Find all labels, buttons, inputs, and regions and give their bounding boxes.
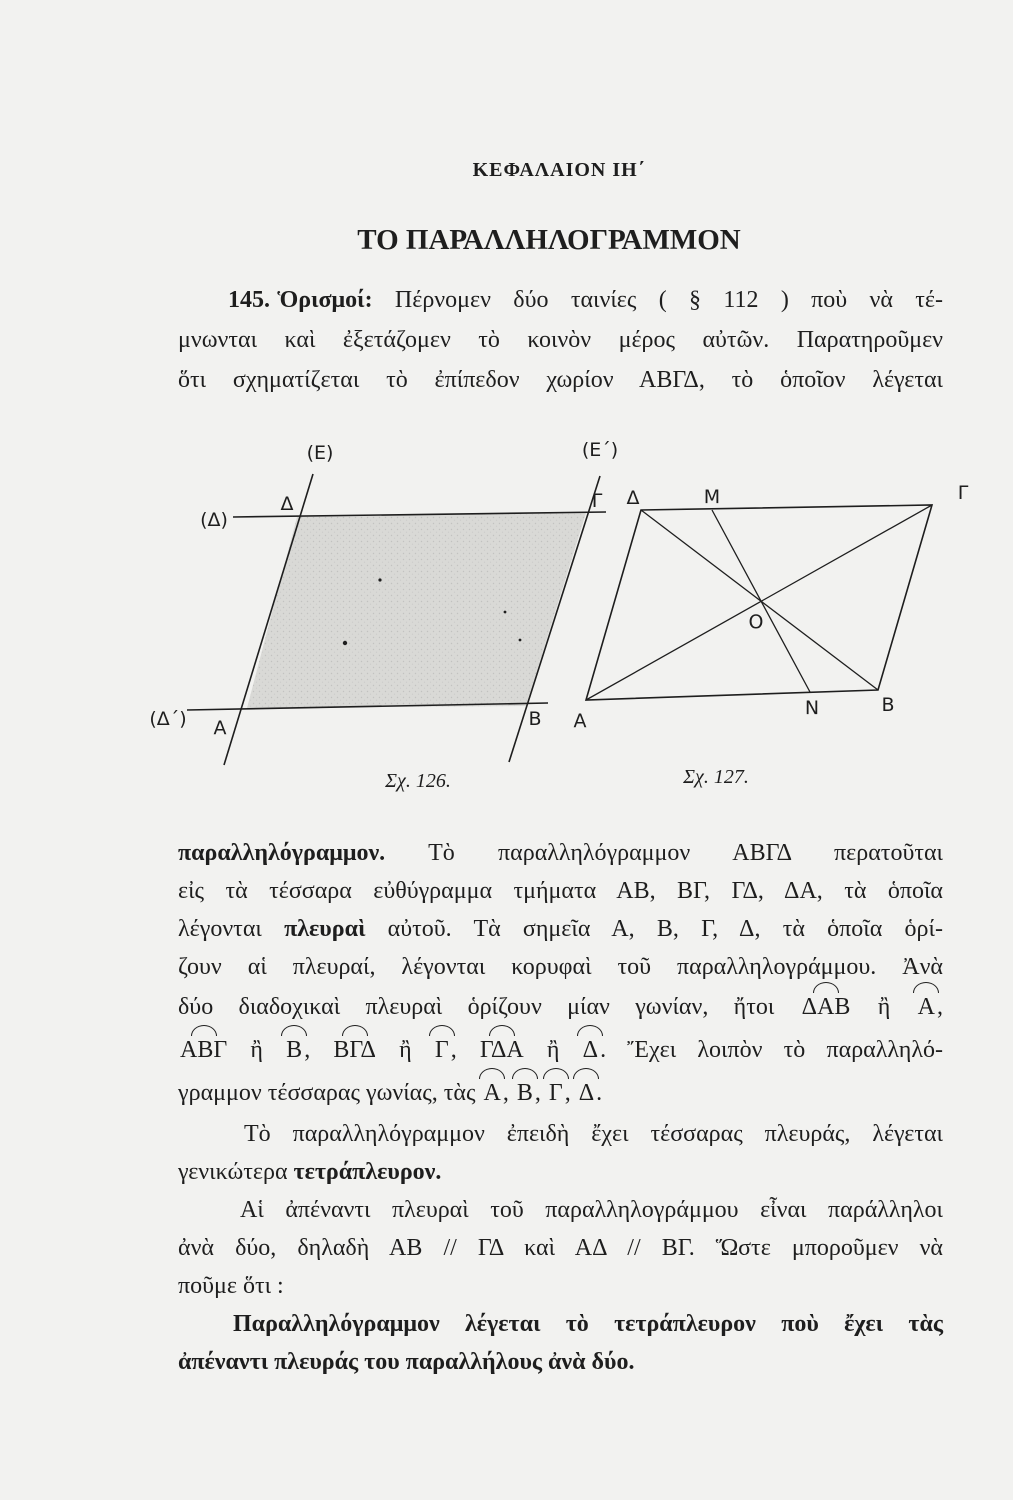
text-run: δύο διαδοχικαὶ πλευραὶ ὁρίζουν μίαν γωνίαν, ἤτοι [178, 994, 800, 1020]
fig126-speck [378, 578, 381, 581]
paragraph-line [178, 834, 943, 872]
section-heading: Ὁρισμοί: [277, 287, 373, 313]
fig127-label-vertex-d: Δ [626, 487, 640, 509]
angle-symbol: ΑΒΓ [180, 1037, 228, 1063]
text-run: . [596, 1080, 603, 1106]
fig126-label-line-d: (Δ) [200, 509, 228, 531]
angle-symbol: Α [483, 1080, 501, 1106]
angle-symbol: Β [516, 1080, 533, 1106]
angle-symbol: Δ [582, 1037, 599, 1063]
text-run: , [937, 994, 943, 1020]
paragraph-line: Τὸ παραλληλόγραμμον ἐπειδὴ ἔχει τέσσαρας πλευράς, λέγεται [244, 1121, 943, 1147]
text-run: Τὸ παραλληλόγραμμον ΑΒΓΔ περατοῦται [385, 840, 943, 866]
fig127-diagonal-ag [586, 505, 932, 700]
fig127-caption: Σχ. 127. [683, 766, 749, 788]
figures [0, 430, 1013, 810]
fig127-label-center-o: Ο [748, 611, 764, 633]
chapter-title: ΤΟ ΠΑΡΑΛΛΗΛΟΓΡΑΜΜΟΝ [357, 224, 741, 256]
paragraph-line: ποῦμε ὅτι : [178, 1273, 284, 1299]
paragraph-line [178, 1153, 943, 1191]
text-run: , [502, 1080, 515, 1106]
paragraph-line: ζουν αἱ πλευραί, λέγονται κορυφαὶ τοῦ παραλληλογράμμου. Ἀνὰ [178, 954, 943, 980]
text-run: λέγονται [178, 916, 285, 942]
fig127-label-vertex-a: Α [573, 710, 587, 732]
angle-symbol: Γ [548, 1080, 563, 1106]
chapter-label: ΚΕΦΑΛΑΙΟΝ ΙΗ΄ [472, 159, 646, 181]
section-145-paragraph [178, 280, 943, 400]
term-parallelogram: παραλληλόγραμμον. [178, 840, 386, 866]
angle-symbol: Γ [434, 1037, 449, 1063]
fig126-label-vertex-d: Δ [280, 493, 294, 515]
text-run: ἢ [525, 1037, 581, 1063]
paragraph-line: Αἱ ἀπέναντι πλευραὶ τοῦ παραλληλογράμμου εἶναι παράλληλοι [240, 1197, 943, 1223]
fig127-label-vertex-g: Γ [957, 482, 969, 504]
fig126-label-vertex-g: Γ [591, 490, 603, 512]
paragraph-line: εἰς τὰ τέσσαρα εὐθύγραμμα τμήματα ΑΒ, ΒΓ, ΓΔ, ΔΑ, τὰ ὁποῖα [178, 878, 943, 904]
fig127-label-point-n: Ν [804, 697, 820, 719]
fig127-segment-mn [712, 510, 810, 692]
definition-text [178, 834, 943, 1381]
text-run: ἢ [852, 994, 916, 1020]
fig127-diagonal-db [641, 510, 878, 690]
fig126-label-strip-e: (Ε) [306, 442, 334, 464]
text-run: , [304, 1037, 332, 1063]
fig126-speck [343, 641, 347, 645]
text-run: ἢ [377, 1037, 433, 1063]
text-run: γραμμον τέσσαρας γωνίας, τὰς [178, 1080, 482, 1106]
fig126-label-strip-e2: (Ε΄) [581, 439, 619, 461]
fig126-label-vertex-b: Β [528, 708, 542, 730]
paragraph-line: μνωνται καὶ ἐξετάζομεν τὸ κοινὸν μέρος αὐτῶν. Παρατηροῦμεν [178, 327, 943, 353]
term-sides: πλευραὶ [284, 916, 366, 942]
text-run: γενικώτερα [178, 1159, 294, 1185]
paragraph-line [178, 910, 943, 948]
paragraph-line [178, 1072, 943, 1115]
section-number: 145. [228, 287, 270, 313]
paragraph-line [178, 280, 943, 320]
text-run: , [564, 1080, 577, 1106]
text-run: . Ἔχει λοιπὸν τὸ παραλληλό- [600, 1037, 943, 1063]
paragraph-line [178, 986, 943, 1029]
paragraph-line: ὅτι σχηματίζεται τὸ ἐπίπεδον χωρίον ΑΒΓΔ, τὸ ὁποῖον λέγεται [178, 367, 943, 393]
fig126-speck [504, 611, 507, 614]
angle-symbol: ΒΓΔ [333, 1037, 376, 1063]
angle-symbol: Β [286, 1037, 303, 1063]
text-run: , [534, 1080, 547, 1106]
term-quadrilateral: τετράπλευρον. [293, 1159, 442, 1185]
angle-symbol: ΔΑΒ [801, 994, 851, 1020]
text-run: Πέρνομεν δύο ταινίες ( § 112 ) ποὺ νὰ τέ- [372, 287, 943, 313]
angle-symbol: Α [917, 994, 935, 1020]
definition-statement-line: Παραλληλόγραμμον λέγεται τὸ τετράπλευρον ποὺ ἔχει τὰς [233, 1311, 943, 1337]
text-run: , [450, 1037, 478, 1063]
figure-127 [574, 482, 969, 788]
fig126-caption: Σχ. 126. [385, 770, 451, 792]
text-run: αὐτοῦ. Τὰ σημεῖα Α, Β, Γ, Δ, τὰ ὁποῖα ὁρί- [365, 916, 943, 942]
fig126-speck [519, 639, 522, 642]
definition-statement-line: ἀπέναντι πλευράς του παραλλήλους ἀνὰ δύο. [178, 1349, 635, 1375]
angle-symbol: Δ [578, 1080, 595, 1106]
paragraph-line [178, 1029, 943, 1072]
angle-symbol: ΓΔΑ [479, 1037, 524, 1063]
fig127-label-vertex-b: Β [881, 694, 895, 716]
fig127-label-point-m: Μ [703, 486, 721, 508]
text-run: ἢ [229, 1037, 285, 1063]
paragraph-line: ἀνὰ δύο, δηλαδὴ ΑΒ // ΓΔ καὶ ΑΔ // ΒΓ. Ὥστε μποροῦμεν νὰ [178, 1235, 943, 1261]
fig126-label-vertex-a: Α [213, 717, 227, 739]
fig126-label-line-d2: (Δ΄) [149, 708, 187, 730]
figure-126 [149, 439, 618, 792]
